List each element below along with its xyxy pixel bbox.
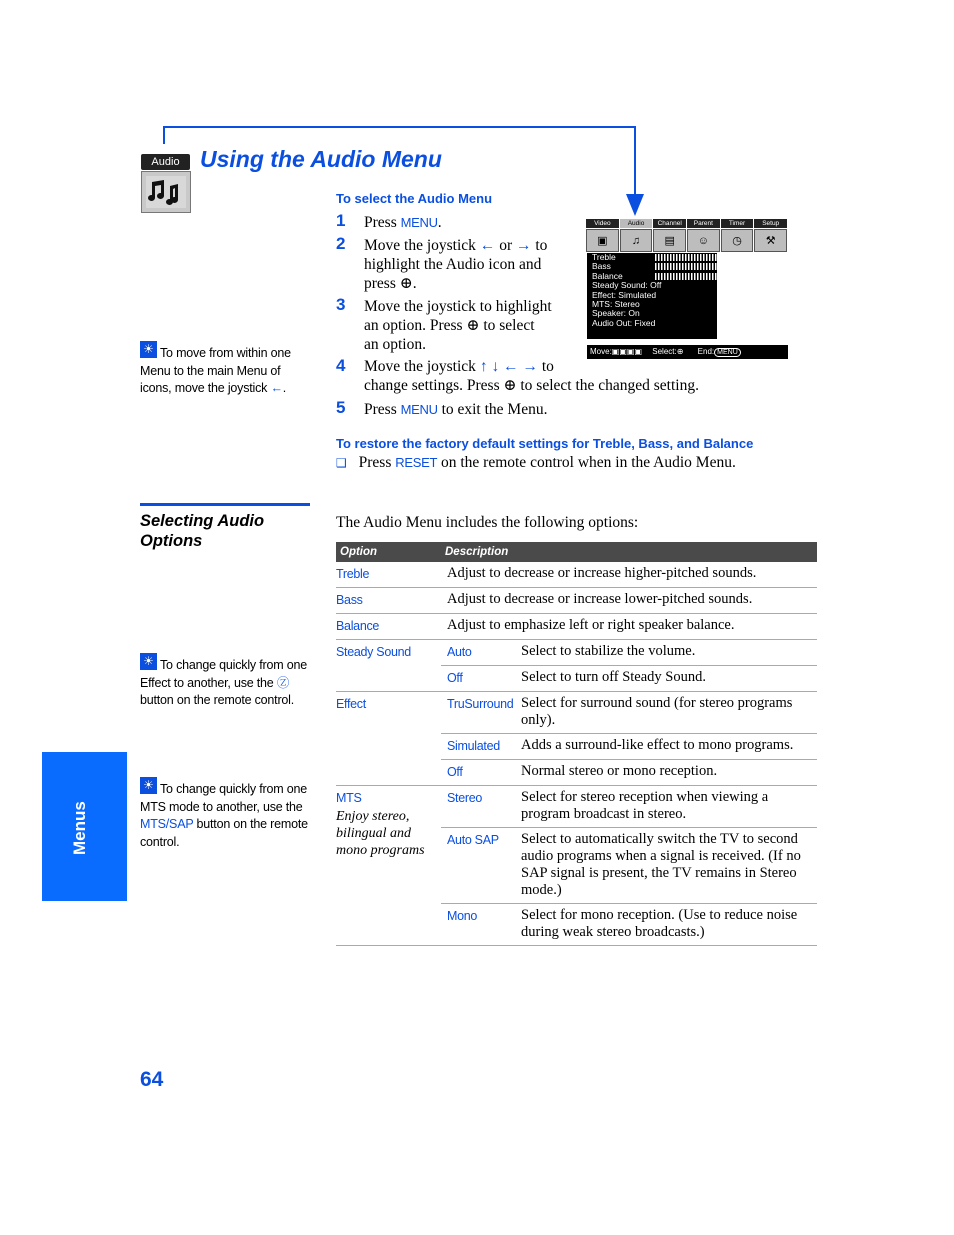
- arrow-right-icon: →: [515, 237, 532, 254]
- tv-line-speaker: Speaker: On: [592, 308, 640, 319]
- tv-line-bass: Bass: [592, 262, 717, 271]
- tv-tab-channel: Channel: [653, 219, 686, 228]
- tv-tab-parent: Parent: [687, 219, 720, 228]
- step-number: 2: [336, 234, 346, 253]
- sub-option-description: Select to stabilize the volume.: [521, 640, 817, 666]
- sub-option-name: Off: [441, 666, 521, 692]
- table-header-row: [336, 542, 817, 562]
- video-icon: ▣: [586, 229, 619, 252]
- bass-level-bar: [655, 263, 717, 270]
- sub-option-description: Select for stereo reception when viewing a program broadcast in stereo.: [521, 786, 817, 828]
- treble-level-bar: [655, 254, 717, 261]
- step-number: 1: [336, 211, 346, 230]
- audio-tab-label: Audio: [141, 154, 190, 170]
- select-menu-subhead: To select the Audio Menu: [336, 191, 493, 206]
- restore-text: ❑ Press RESET on the remote control when in the Audio Menu.: [336, 454, 736, 471]
- menu-key: MENU: [400, 215, 438, 230]
- side-tab-label: Menus: [70, 801, 89, 855]
- sub-option-description: Select for mono reception. (Use to reduce noise during weak stereo broadcasts.): [521, 904, 817, 946]
- header-frame-top: [163, 126, 636, 128]
- option-name: Treble: [336, 562, 441, 588]
- tv-line-treble: Treble: [592, 253, 717, 262]
- sub-option-description: Select for surround sound (for stereo programs only).: [521, 692, 817, 734]
- sub-option-name: Mono: [441, 904, 521, 946]
- restore-subhead: To restore the factory default settings for Treble, Bass, and Balance: [336, 436, 754, 451]
- table-row: [336, 562, 817, 588]
- reset-key: RESET: [395, 455, 438, 470]
- option-name: [336, 786, 441, 946]
- header-option: Option: [336, 542, 441, 562]
- arrow-left-icon: ←: [503, 358, 519, 375]
- mts-option-label: MTS: [336, 791, 362, 805]
- step-number: 4: [336, 356, 346, 375]
- arrow-left-icon: ←: [479, 237, 496, 254]
- sub-option-name: Auto: [441, 640, 521, 666]
- page-number: 64: [140, 1068, 164, 1091]
- tv-tab-setup: Setup: [754, 219, 787, 228]
- step-number: 3: [336, 295, 346, 314]
- lightbulb-icon: ☀: [140, 777, 157, 794]
- tv-menu-footer: Move:▣▣▣▣ Select:⊕ End: MENU: [587, 345, 788, 359]
- tv-line-balance: Balance: [592, 272, 717, 281]
- step-2-text: Move the joystick ← or → to highlight the Audio icon and press ⊕.: [364, 237, 548, 292]
- tv-line-audio-out: Audio Out: Fixed: [592, 317, 656, 328]
- music-notes-icon: ♫: [620, 229, 653, 252]
- channel-icon: ▤: [653, 229, 686, 252]
- sub-option-description: Select to turn off Steady Sound.: [521, 666, 817, 692]
- checkbox-bullet-icon: ❑: [336, 456, 347, 470]
- tv-audio-menu-screen: [586, 219, 788, 361]
- move-arrows-icon: ▣▣▣▣: [611, 347, 643, 356]
- table-row: [336, 692, 817, 734]
- effect-button-icon: Ⓩ: [276, 675, 290, 690]
- joystick-press-icon: ⊕: [466, 317, 480, 334]
- sub-option-description: Normal stereo or mono reception.: [521, 760, 817, 786]
- sub-option-description: Adds a surround-like effect to mono programs.: [521, 734, 817, 760]
- tv-audio-settings-panel: [587, 253, 717, 339]
- tv-menu-icons: [586, 229, 788, 252]
- tv-tab-timer: Timer: [721, 219, 754, 228]
- step-4-text: Move the joystick ↑ ↓ ← → to change settings. Press ⊕ to select the changed setting.: [364, 358, 699, 394]
- joystick-press-icon: ⊕: [503, 377, 517, 394]
- mts-note: Enjoy stereo, bilingual and mono programs: [336, 809, 425, 858]
- step-3-text: Move the joystick to highlight an option. Press ⊕ to select an option.: [364, 298, 552, 353]
- arrow-down-icon: [626, 194, 644, 216]
- mts-sap-key: MTS/SAP: [140, 817, 194, 831]
- option-name: Steady Sound: [336, 640, 441, 692]
- option-description: Adjust to emphasize left or right speaker balance.: [441, 614, 817, 640]
- table-row: [336, 640, 817, 666]
- step-number: 5: [336, 398, 346, 417]
- header-description: Description: [441, 542, 817, 562]
- tip-move-menu: To move from within one Menu to the main Menu of icons, move the joystick ←.: [140, 346, 291, 395]
- balance-level-bar: [655, 273, 717, 280]
- sub-option-name: Off: [441, 760, 521, 786]
- timer-icon: ◷: [721, 229, 754, 252]
- option-name: Balance: [336, 614, 441, 640]
- tip-effect: To change quickly from one Effect to another, use the Ⓩ button on the remote control.: [140, 658, 307, 707]
- tv-tab-video: Video: [586, 219, 619, 228]
- table-row: [336, 786, 817, 828]
- menu-key: MENU: [714, 348, 741, 357]
- lightbulb-icon: ☀: [140, 341, 157, 358]
- side-section-tab: [42, 752, 127, 901]
- joystick-press-icon: ⊕: [676, 347, 684, 356]
- step-1-text: Press MENU.: [364, 214, 442, 231]
- page-title: Using the Audio Menu: [200, 146, 442, 172]
- joystick-press-icon: ⊕: [399, 275, 413, 292]
- tv-tab-audio: Audio: [620, 219, 653, 228]
- arrow-right-icon: →: [522, 358, 538, 375]
- sub-option-name: Stereo: [441, 786, 521, 828]
- sub-option-description: Select to automatically switch the TV to second audio programs when a signal is received. (If no SAP signal is present, the TV remains in Stereo mode.): [521, 828, 817, 904]
- tv-line-effect: Effect: Simulated: [592, 289, 657, 300]
- parent-icon: ☺: [687, 229, 720, 252]
- option-name: Bass: [336, 588, 441, 614]
- tip-mts: To change quickly from one MTS mode to another, use the MTS/SAP button on the remote control.: [140, 782, 308, 849]
- option-description: Adjust to decrease or increase lower-pitched sounds.: [441, 588, 817, 614]
- music-notes-icon: [141, 171, 191, 213]
- table-row: [336, 614, 817, 640]
- audio-options-table: [336, 542, 817, 946]
- section-rule: [140, 503, 310, 506]
- lightbulb-icon: ☀: [140, 653, 157, 670]
- step-5-text: Press MENU to exit the Menu.: [364, 401, 548, 418]
- sub-option-name: TruSurround: [441, 692, 521, 734]
- arrow-left-icon: ←: [270, 381, 283, 395]
- tv-line-steady-sound: Steady Sound: Off: [592, 280, 662, 291]
- arrow-down-icon: ↓: [491, 358, 500, 375]
- setup-icon: ⚒: [754, 229, 787, 252]
- sub-option-name: Auto SAP: [441, 828, 521, 904]
- tv-menu-tabs: [586, 219, 788, 228]
- option-description: Adjust to decrease or increase higher-pitched sounds.: [441, 562, 817, 588]
- option-name: Effect: [336, 692, 441, 786]
- tv-line-mts: MTS: Stereo: [592, 299, 640, 310]
- section-title: Selecting Audio Options: [140, 512, 265, 550]
- sub-option-name: Simulated: [441, 734, 521, 760]
- table-row: [336, 588, 817, 614]
- section-intro: The Audio Menu includes the following options:: [336, 514, 639, 531]
- arrow-up-icon: ↑: [479, 358, 488, 375]
- menu-key: MENU: [400, 402, 438, 417]
- header-frame-left: [163, 127, 165, 144]
- header-frame-right: [634, 126, 636, 196]
